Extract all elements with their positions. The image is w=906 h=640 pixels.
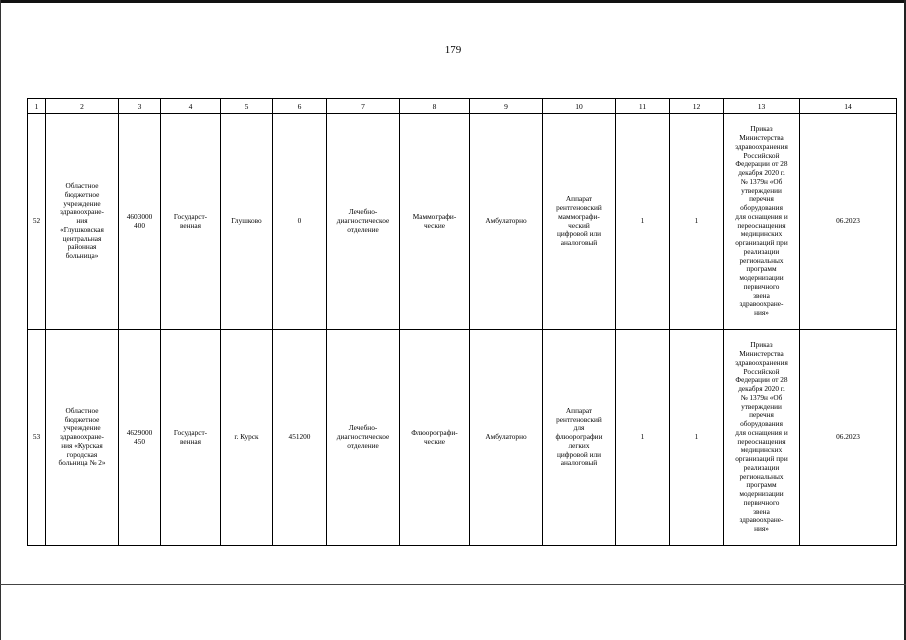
page-number: 179 [444, 44, 462, 56]
quantity-cell: 1 [616, 114, 670, 330]
department-cell: Лечебно- диагностическое отделение [327, 330, 400, 546]
study-type-cell: Флюорографи- ческие [400, 330, 470, 546]
table-row [28, 114, 897, 330]
organization-cell: Областное бюджетное учреждение здравоохране- ния «Глушковская центральная районная больница» [46, 114, 119, 330]
column-header: 14 [800, 99, 897, 114]
column-header: 8 [400, 99, 470, 114]
index-cell: 0 [273, 114, 327, 330]
organization-cell: Областное бюджетное учреждение здравоохране- ния «Курская городская больница № 2» [46, 330, 119, 546]
column-header: 3 [119, 99, 161, 114]
column-header: 13 [724, 99, 800, 114]
column-header: 4 [161, 99, 221, 114]
quantity-cell: 1 [670, 114, 724, 330]
scan-edge-left [0, 0, 1, 640]
legal-basis-cell: Приказ Министерства здравоохранения Российской Федерации от 28 декабря 2020 г. № 1379н «Об утверждении перечня оборудования для оснащения и переоснащения медицинских организаций при реализации региональных программ модернизации первичного звена здравоохране- ния» [724, 114, 800, 330]
equipment-table [27, 98, 897, 546]
table-row [28, 330, 897, 546]
code-cell: 4603000 400 [119, 114, 161, 330]
department-cell: Лечебно- диагностическое отделение [327, 114, 400, 330]
date-cell: 06.2023 [800, 330, 897, 546]
column-header: 5 [221, 99, 273, 114]
column-header: 7 [327, 99, 400, 114]
scan-edge-top [0, 0, 906, 3]
ownership-cell: Государст- венная [161, 330, 221, 546]
column-header: 1 [28, 99, 46, 114]
equipment-cell: Аппарат рентгеновский для флюорографии легких цифровой или аналоговый [543, 330, 616, 546]
care-type-cell: Амбулаторно [470, 330, 543, 546]
locality-cell: г. Курск [221, 330, 273, 546]
quantity-cell: 1 [670, 330, 724, 546]
scan-edge-bottom [0, 584, 906, 585]
locality-cell: Глушково [221, 114, 273, 330]
column-header: 6 [273, 99, 327, 114]
legal-basis-cell: Приказ Министерства здравоохранения Российской Федерации от 28 декабря 2020 г. № 1379н «Об утверждении перечня оборудования для оснащения и переоснащения медицинских организаций при реализации региональных программ модернизации первичного звена здравоохране- ния» [724, 330, 800, 546]
column-header: 9 [470, 99, 543, 114]
column-header: 12 [670, 99, 724, 114]
care-type-cell: Амбулаторно [470, 114, 543, 330]
row-number-cell: 53 [28, 330, 46, 546]
index-cell: 451200 [273, 330, 327, 546]
ownership-cell: Государст- венная [161, 114, 221, 330]
quantity-cell: 1 [616, 330, 670, 546]
column-header: 2 [46, 99, 119, 114]
header-row [28, 99, 897, 114]
code-cell: 4629000 450 [119, 330, 161, 546]
row-number-cell: 52 [28, 114, 46, 330]
column-header: 11 [616, 99, 670, 114]
column-header: 10 [543, 99, 616, 114]
date-cell: 06.2023 [800, 114, 897, 330]
equipment-cell: Аппарат рентгеновский маммографи- ческий цифровой или аналоговый [543, 114, 616, 330]
study-type-cell: Маммографи- ческие [400, 114, 470, 330]
